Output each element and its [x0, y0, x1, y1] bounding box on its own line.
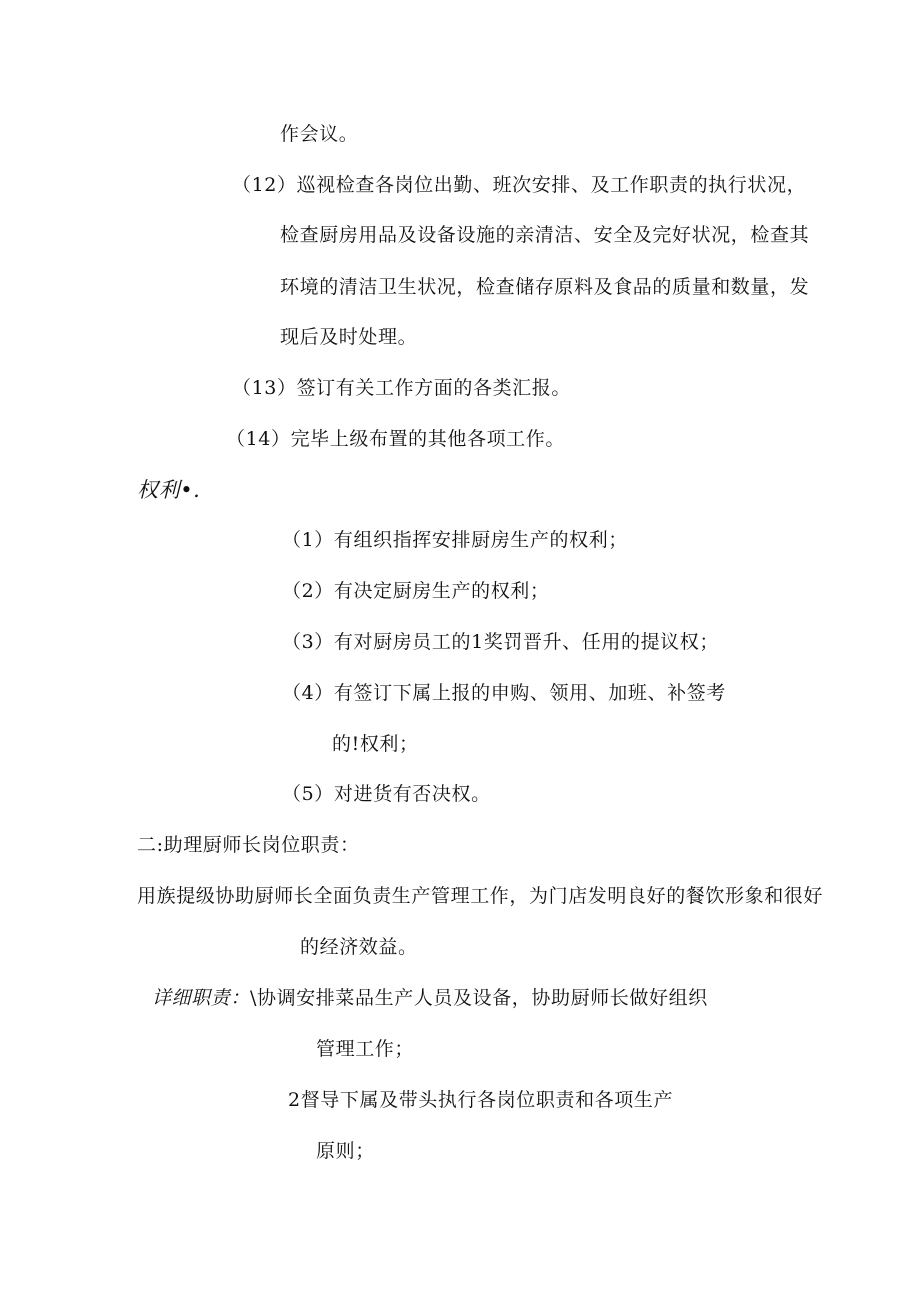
- duty-item-2-cont: 原则；: [316, 1140, 375, 1162]
- duty-item-2: 2督导下属及带头执行各岗位职责和各项生产: [288, 1089, 674, 1111]
- section-heading-assistant-chef: 二:助理厨师长岗位职责：: [137, 834, 360, 856]
- rights-item-4-cont: 的!权利；: [332, 733, 419, 755]
- assistant-chef-summary-cont: 的经济效益。: [300, 936, 418, 958]
- section-heading-rights: 权利•.: [137, 478, 201, 502]
- list-item-12-cont-2: 环境的清洁卫生状况，检查储存原料及食品的质量和数量，发: [280, 276, 810, 298]
- list-item-12-cont-3: 现后及时处理。: [280, 326, 418, 348]
- rights-item-3: （3）有对厨房员工的1奖罚晋升、任用的提议权；: [282, 631, 719, 653]
- rights-item-1: （1）有组织指挥安排厨房生产的权利；: [282, 529, 628, 551]
- duty-item-1: \协调安排菜品生产人员及设备，协助厨师长做好组织: [250, 987, 708, 1009]
- duty-item-1-cont: 管理工作；: [316, 1038, 415, 1060]
- list-item-13: （13）签订有关工作方面的各类汇报。: [232, 377, 571, 399]
- rights-item-5: （5）对进货有否决权。: [282, 783, 491, 805]
- rights-item-4: （4）有签订下属上报的申购、领用、加班、补签考: [282, 682, 726, 704]
- rights-item-2: （2）有决定厨房生产的权利；: [282, 580, 550, 602]
- detailed-duties-label: 详细职责：: [152, 987, 251, 1009]
- list-item-12-cont-1: 检查厨房用品及设备设施的亲清洁、安全及完好状况，检查其: [280, 224, 810, 246]
- assistant-chef-summary: 用族提级协助厨师长全面负责生产管理工作，为门店发明良好的餐饮形象和很好: [137, 885, 824, 907]
- list-item-12: （12）巡视检查各岗位出勤、班次安排、及工作职责的执行状况，: [232, 174, 807, 196]
- list-item-14: （14）完毕上级布置的其他各项工作。: [226, 428, 565, 450]
- text-line-1: 作会议。: [280, 123, 359, 145]
